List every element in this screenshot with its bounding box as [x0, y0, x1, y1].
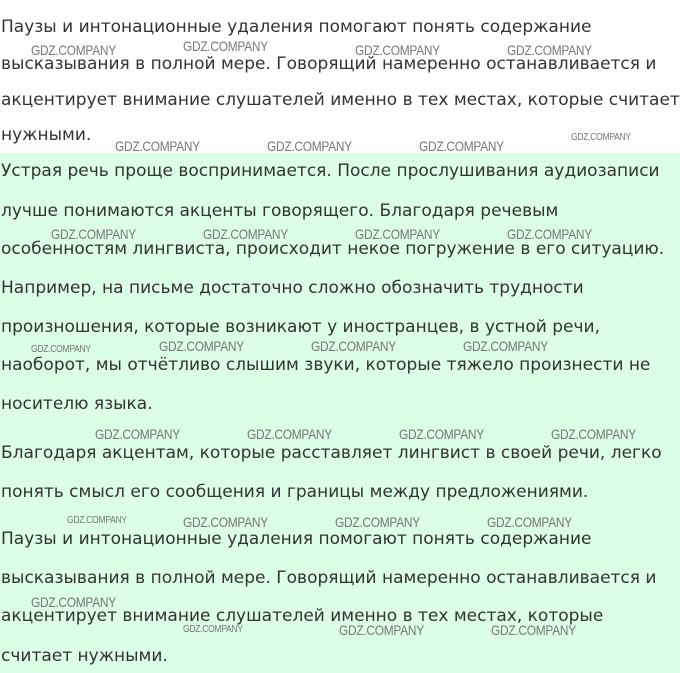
watermark: GDZ.COMPANY — [551, 426, 636, 442]
watermark: GDZ.COMPANY — [183, 514, 268, 530]
text-line: Паузы и интонационные удаления помогают понять содержание — [1, 17, 592, 37]
text-line: Например, на письме достаточно сложно обозначить трудности — [1, 278, 584, 298]
text-line: носителю языка. — [1, 394, 153, 414]
text-line: считает нужными. — [1, 646, 168, 666]
watermark: GDZ.COMPANY — [419, 138, 504, 154]
watermark: GDZ.COMPANY — [487, 514, 572, 530]
text-line: наоборот, мы отчётливо слышим звуки, которые тяжело произнести не — [1, 355, 651, 375]
text-line: высказывания в полной мере. Говорящий намеренно останавливается и — [1, 54, 657, 74]
text-line: особенностям лингвиста, происходит некое погружение в его ситуацию. — [1, 239, 665, 259]
text-line: Устрая речь проще воспринимается. После прослушивания аудиозаписи — [1, 161, 660, 181]
text-line: Паузы и интонационные удаления помогают понять содержание — [1, 529, 592, 549]
watermark: GDZ.COMPANY — [51, 226, 136, 242]
watermark: GDZ.COMPANY — [159, 338, 244, 354]
watermark: GDZ.COMPANY — [355, 226, 440, 242]
watermark: GDZ.COMPANY — [183, 38, 268, 54]
watermark: GDZ.COMPANY — [31, 42, 116, 58]
watermark: GDZ.COMPANY — [31, 344, 91, 355]
watermark: GDZ.COMPANY — [311, 338, 396, 354]
watermark: GDZ.COMPANY — [115, 138, 200, 154]
watermark: GDZ.COMPANY — [507, 226, 592, 242]
watermark: GDZ.COMPANY — [355, 42, 440, 58]
watermark: GDZ.COMPANY — [247, 426, 332, 442]
watermark: GDZ.COMPANY — [571, 132, 631, 143]
watermark: GDZ.COMPANY — [339, 622, 424, 638]
watermark: GDZ.COMPANY — [491, 622, 576, 638]
watermark: GDZ.COMPANY — [463, 338, 548, 354]
text-line: Благодаря акцентам, которые расставляет лингвист в своей речи, легко — [1, 443, 662, 463]
text-line: произношения, которые возникают у иностранцев, в устной речи, — [1, 317, 601, 337]
text-line: нужными. — [1, 125, 92, 145]
text-line: акцентирует внимание слушателей именно в тех местах, которые — [1, 606, 604, 626]
watermark: GDZ.COMPANY — [507, 42, 592, 58]
watermark: GDZ.COMPANY — [267, 138, 352, 154]
watermark: GDZ.COMPANY — [399, 426, 484, 442]
watermark: GDZ.COMPANY — [183, 624, 243, 635]
watermark: GDZ.COMPANY — [95, 426, 180, 442]
text-line: акцентирует внимание слушателей именно в тех местах, которые считает — [1, 90, 680, 110]
watermark: GDZ.COMPANY — [31, 594, 116, 610]
text-line: понять смысл его сообщения и границы между предложениями. — [1, 482, 589, 502]
watermark: GDZ.COMPANY — [335, 514, 420, 530]
watermark: GDZ.COMPANY — [203, 226, 288, 242]
text-line: лучше понимаются акценты говорящего. Благодаря речевым — [1, 201, 559, 221]
text-line: высказывания в полной мере. Говорящий намеренно останавливается и — [1, 568, 657, 588]
watermark: GDZ.COMPANY — [67, 515, 127, 526]
